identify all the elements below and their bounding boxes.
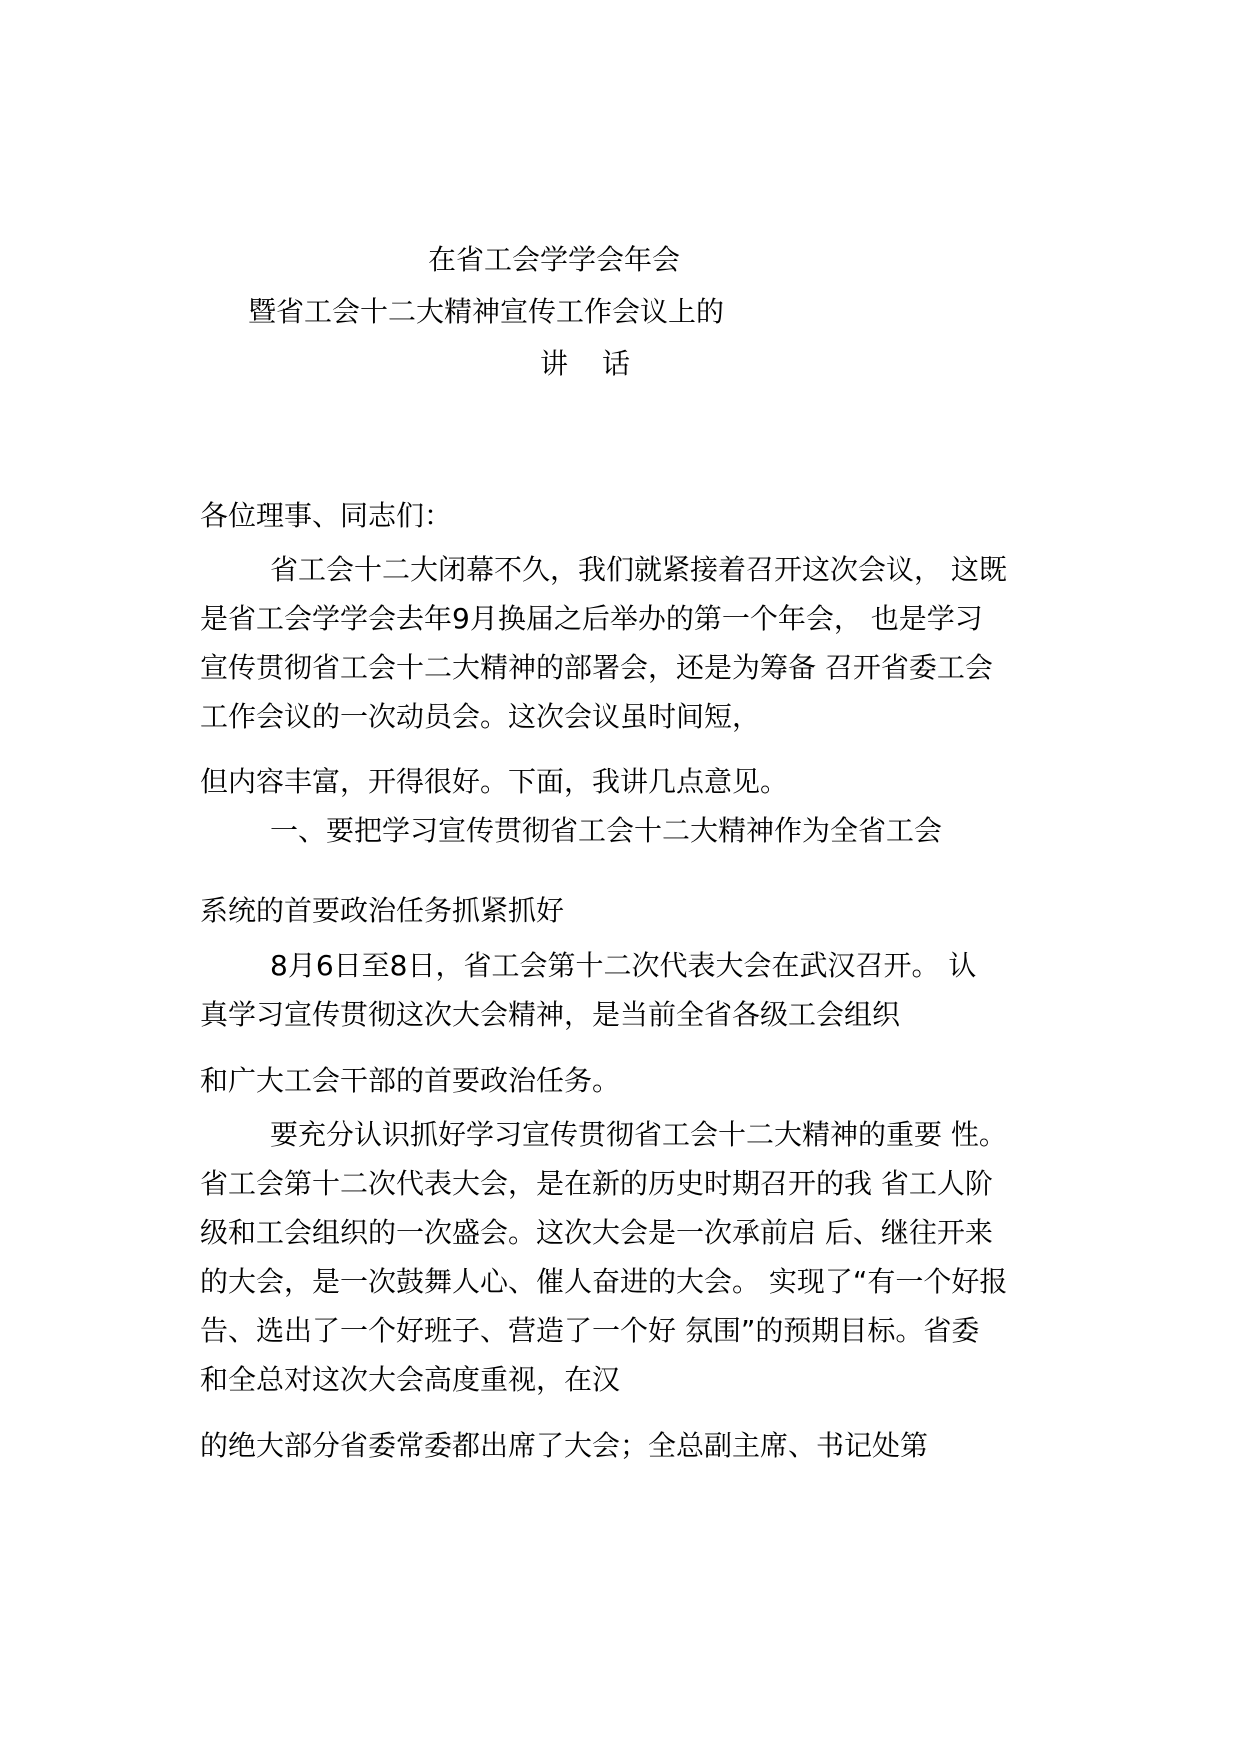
title-line-1: 在省工会学学会年会 <box>428 243 681 276</box>
section-heading-line: 一、要把学习宣传贯彻省工会十二大精神作为全省工会 <box>270 814 943 847</box>
title-line-2: 暨省工会十二大精神宣传工作会议上的 <box>248 295 725 328</box>
salutation: 各位理事、同志们： <box>200 499 453 532</box>
title-line-3: 讲话 <box>540 347 665 380</box>
paragraph-line: 和全总对这次大会高度重视，在汉 <box>200 1363 621 1396</box>
paragraph-line: 级和工会组织的一次盛会。这次大会是一次承前启 后、继往开来 <box>200 1216 993 1249</box>
paragraph-line: 宣传贯彻省工会十二大精神的部署会，还是为筹备 召开省委工会 <box>200 651 993 684</box>
section-heading-line: 系统的首要政治任务抓紧抓好 <box>200 894 565 927</box>
paragraph-line: 工作会议的一次动员会。这次会议虽时间短， <box>200 700 761 733</box>
paragraph-line: 的大会，是一次鼓舞人心、催人奋进的大会。 实现了“有一个好报 <box>200 1265 1008 1298</box>
paragraph-line: 和广大工会干部的首要政治任务。 <box>200 1064 621 1097</box>
paragraph-line: 是省工会学学会去年9月换届之后举办的第一个年会， 也是学习 <box>200 602 983 635</box>
paragraph-line: 告、选出了一个好班子、营造了一个好 氛围”的预期目标。省委 <box>200 1314 980 1347</box>
paragraph-line: 但内容丰富，开得很好。下面，我讲几点意见。 <box>200 765 789 798</box>
paragraph-line: 的绝大部分省委常委都出席了大会；全总副主席、书记处第 <box>200 1429 929 1462</box>
paragraph-line: 8月6日至8日，省工会第十二次代表大会在武汉召开。 认 <box>270 949 977 982</box>
paragraph-line: 真学习宣传贯彻这次大会精神，是当前全省各级工会组织 <box>200 998 901 1031</box>
paragraph-line: 省工会第十二次代表大会，是在新的历史时期召开的我 省工人阶 <box>200 1167 993 1200</box>
paragraph-line: 要充分认识抓好学习宣传贯彻省工会十二大精神的重要 性。 <box>270 1118 1007 1151</box>
paragraph-line: 省工会十二大闭幕不久，我们就紧接着召开这次会议， 这既 <box>270 553 1007 586</box>
